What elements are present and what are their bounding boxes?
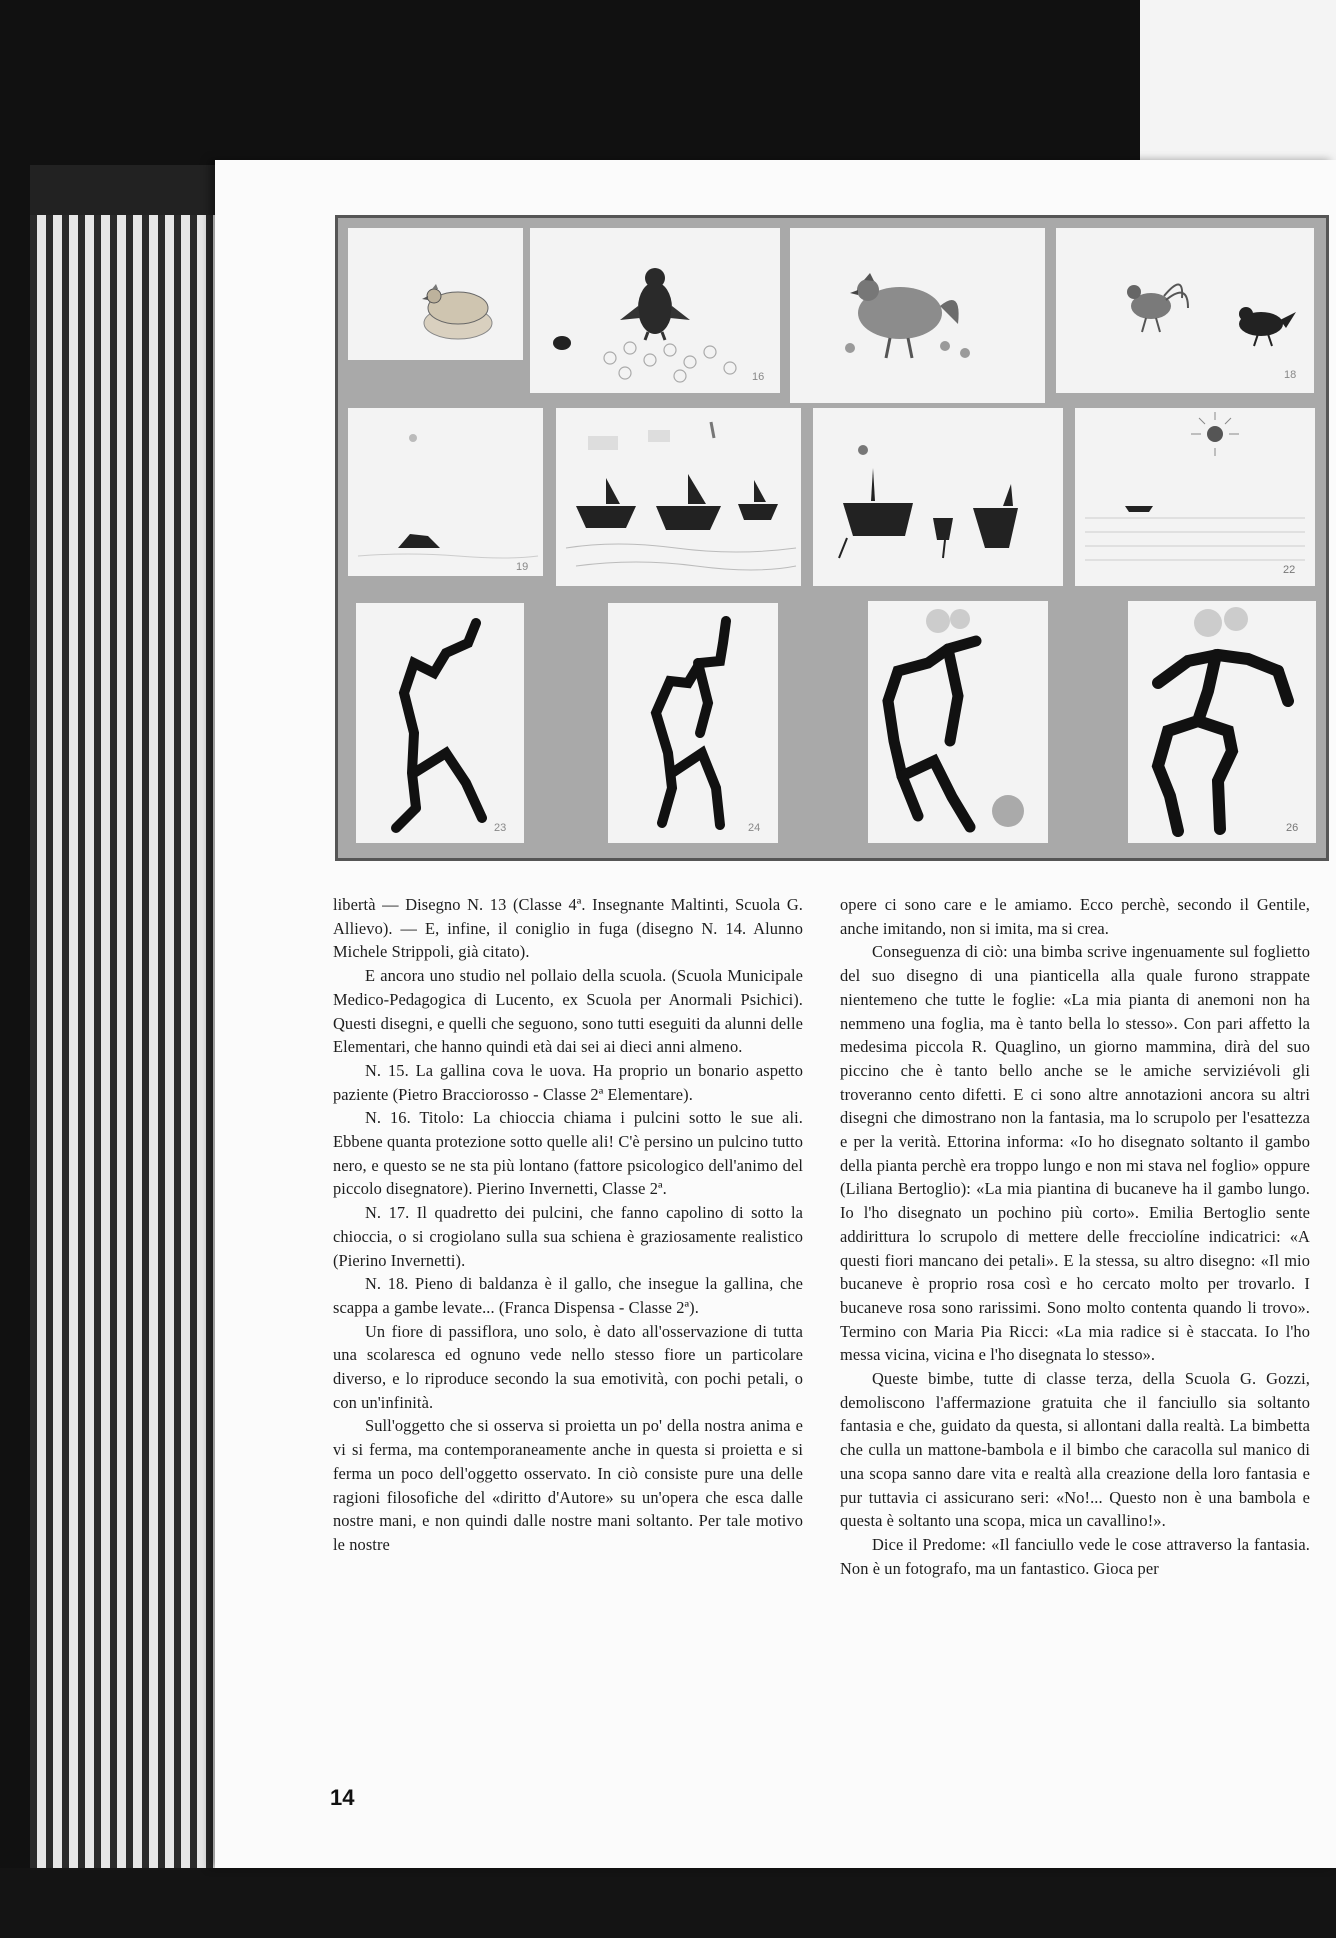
boats-drawing-icon bbox=[556, 408, 801, 586]
rooster-hen-drawing-icon bbox=[1056, 228, 1314, 393]
drawing-hen-chicks bbox=[790, 228, 1045, 403]
sun-sea-drawing-icon bbox=[1075, 408, 1315, 586]
paragraph: opere ci sono care e le amiamo. Ecco perchè, secondo il Gentile, anche imitando, non si imita, ma si crea. bbox=[840, 895, 1310, 938]
drawing-plant-1 bbox=[356, 603, 524, 843]
book-page-edges bbox=[30, 165, 220, 1868]
paragraph: E ancora uno studio nel pollaio della scuola. (Scuola Municipale Medico-Pedagogica di Lucento, ex Scuola per Anormali Psichici). Questi disegni, e quelli che seguono, sono tutti eseguiti da alunni delle Elementari, che hanno quindi età dai sei ai dieci anni almeno. bbox=[333, 966, 803, 1057]
text-column-right bbox=[840, 893, 1310, 1580]
drawing-number: 26 bbox=[1286, 822, 1299, 834]
drawing-boat-sea bbox=[348, 408, 543, 576]
dark-background-bottom bbox=[0, 1868, 1336, 1938]
plant-drawing-icon bbox=[1128, 601, 1316, 843]
book-page-edges-shadow bbox=[30, 165, 220, 215]
paragraph: Sull'oggetto che si osserva si proietta un po' della nostra anima e vi si ferma, ma contemporaneamente anche in questa si proietta e si ferma un poco dell'oggetto osservato. In ciò consiste pure una delle ragioni filosofiche del «diritto d'Autore» su un'opera che esca dalle nostre mani, e non quindi dalle nostre mani soltanto. Per tale motivo le nostre bbox=[333, 1416, 803, 1554]
hen-chicks-drawing-icon bbox=[790, 228, 1045, 403]
drawing-chicks bbox=[530, 228, 780, 393]
paragraph: N. 17. Il quadretto dei pulcini, che fanno capolino di sotto la chioccia, o si crogiolano sulla sua schiena è graziosamente realistico (Pierino Invernetti). bbox=[333, 1203, 803, 1270]
boat-drawing-icon bbox=[348, 408, 543, 576]
paragraph: Dice il Predome: «Il fanciullo vede le cose attraverso la fantasia. Non è un fotografo, ma un fantastico. Gioca per bbox=[840, 1534, 1310, 1578]
paragraph: Conseguenza di ciò: una bimba scrive ingenuamente sul foglietto del suo disegno di una pianticella alla quale furono strappate nientemeno che tutte le foglie: «La mia pianta di anemoni non ha nemmeno una foglia, ma è tanto bella lo stesso». Con pari affetto la medesima piccola R. Quaglino, un giorno mammina, dirà del suo piccino che è tanto bello anche se le amiche serviziévoli gli troveranno cento difetti. E ci sono altre annotazioni ancora su altri disegni che dimostrano non la fantasia, ma lo scrupolo per l'esattezza e per la verità. Ettorina informa: «Io ho disegnato soltanto il gambo della pianta perchè era troppo lungo e non mi stava nel foglio» oppure (Liliana Bertoglio): «La mia piantina di bucaneve ha il gambo lungo. Io l'ho disegnato un pochino più corto». Emilia Bertoglio sente addirittura lo scrupolo di mettere delle frecciolíne indicatrici: «A questi fiori mancano dei petali». E la stessa, su altro disegno: «Il mio bucaneve è proprio rosa così e ho cercato molto per trovarlo. I bucaneve rosa sono rarissimi. Sono molto contenta quando li trovo». Termino con Maria Pia Ricci: «La mia radice si è staccata. Io l'ho messa vicina, vicina e l'ho disegnata lo stesso». bbox=[840, 942, 1310, 1365]
drawing-number: 24 bbox=[748, 822, 761, 834]
dark-background-top bbox=[0, 0, 1140, 165]
illustration-plate bbox=[335, 215, 1329, 861]
paragraph: Un fiore di passiflora, uno solo, è dato all'osservazione di tutta una scolaresca ed ognuno vede nello stesso fiore un particolare diverso, e lo riproduce secondo la sua emotività, con pochi petali, o con un'infinità. bbox=[333, 1321, 803, 1412]
drawing-number: 22 bbox=[1283, 564, 1296, 576]
paragraph: N. 16. Titolo: La chioccia chiama i pulcini sotto le sue ali. Ebbene quanta protezione sotto quelle ali! C'è persino un pulcino tutto nero, e questo se ne sta più lontano (fattore psicologico dell'animo del piccolo disegnatore). Pierino Invernetti, Classe 2ª. bbox=[333, 1108, 803, 1199]
paragraph: N. 15. La gallina cova le uova. Ha proprio un bonario aspetto paziente (Pietro Bracciorosso - Classe 2ª Elementare). bbox=[333, 1060, 803, 1104]
page-number: 14 bbox=[330, 1785, 355, 1810]
chicks-drawing-icon bbox=[530, 228, 780, 393]
ships-drawing-icon bbox=[813, 408, 1063, 586]
plant-drawing-icon bbox=[356, 603, 524, 843]
text-column-left bbox=[333, 893, 803, 1557]
drawing-three-boats bbox=[556, 408, 801, 586]
drawing-number: 19 bbox=[516, 561, 529, 573]
drawing-plant-2 bbox=[608, 603, 778, 843]
drawing-number: 18 bbox=[1284, 369, 1297, 381]
plant-drawing-icon bbox=[608, 603, 778, 843]
paragraph: N. 18. Pieno di baldanza è il gallo, che insegue la gallina, che scappa a gambe levate... (Franca Dispensa - Classe 2ª). bbox=[333, 1274, 803, 1317]
paragraph: libertà — Disegno N. 13 (Classe 4ª. Insegnante Maltinti, Scuola G. Allievo). — E, infine, il coniglio in fuga (disegno N. 14. Alunno Michele Strippoli, già citato). bbox=[333, 895, 803, 962]
drawing-number: 23 bbox=[494, 822, 507, 834]
paragraph: Queste bimbe, tutte di classe terza, della Scuola G. Gozzi, demoliscono l'affermazione gratuita che il fanciullo sia soltanto fantasia e che, guidato da questa, si allontani dalla realtà. La bimbetta che culla un mattone-bambola e il bimbo che caracolla sul manico di una scopa sanno dare vita e realtà alla creazione della loro fantasia e pur tuttavia ci assicurano seri: «No!... Questo non è una bambola e questa è soltanto una scopa, mica un cavallino!». bbox=[840, 1369, 1310, 1531]
drawing-sun-sea bbox=[1075, 408, 1315, 586]
hen-drawing-icon bbox=[348, 228, 523, 360]
drawing-rooster-hen bbox=[1056, 228, 1314, 393]
plant-drawing-icon bbox=[868, 601, 1048, 843]
drawing-hen bbox=[348, 228, 523, 360]
drawing-number: 16 bbox=[752, 371, 765, 383]
drawing-plant-4 bbox=[1128, 601, 1316, 843]
light-background-corner bbox=[1140, 0, 1336, 160]
drawing-ships-harbor bbox=[813, 408, 1063, 586]
drawing-plant-3 bbox=[868, 601, 1048, 843]
dark-background-left bbox=[0, 0, 30, 1938]
